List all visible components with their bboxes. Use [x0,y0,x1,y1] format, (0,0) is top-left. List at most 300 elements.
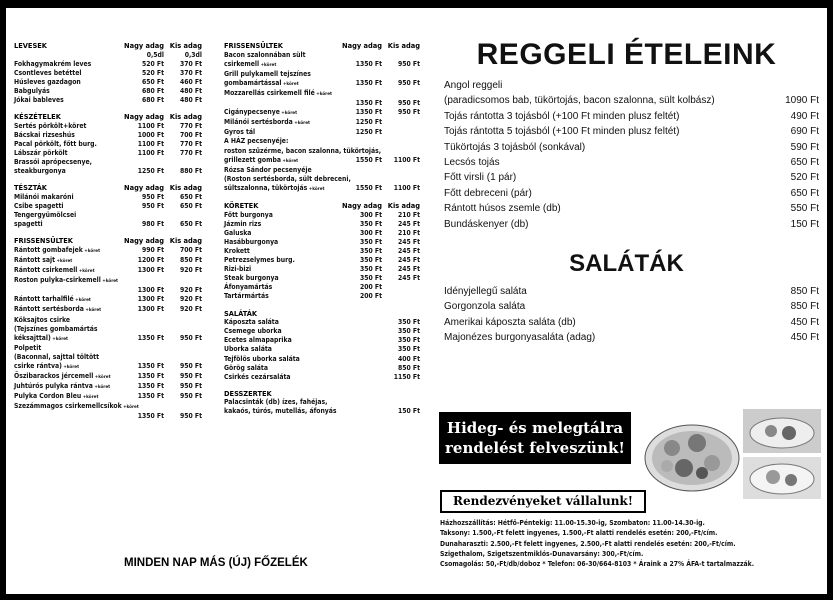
large-portion-price: 1350 Ft [355,78,382,87]
menu-item [14,87,202,96]
menu-section [224,41,420,194]
menu-item-name: sültszalonna, tükörtojás +köret [224,183,325,192]
large-portion-price: 350 Ft [360,237,382,246]
menu-item [14,69,202,78]
large-portion-price [332,336,382,345]
menu-item-name: Bacon szalonnában sült [224,50,306,59]
events-banner: Rendezvényeket vállalunk! [440,490,646,513]
section-gap [224,194,420,201]
menu-item [14,220,202,229]
food-photo-icon [743,457,821,499]
small-portion-price: 950 Ft [398,99,420,108]
menu-item-name: Babgulyás [14,86,50,95]
menu-column-middle [224,41,420,417]
small-portion-size: 0,3dl [184,50,202,59]
menu-item-name: Krokett [224,246,250,255]
large-portion-price: 990 Ft [142,245,164,254]
side-dish-note: +köret [77,269,95,275]
small-portion-price: 245 Ft [398,246,420,255]
menu-section [224,382,420,417]
menu-item [224,220,420,229]
menu-item-name: Jókai bableves [14,96,64,105]
large-portion-price [381,147,403,156]
menu-item-name: Tojás rántotta 3 tojásból (+100 Ft minden plusz feltét) [444,110,680,122]
large-portion-price: 950 Ft [142,192,164,201]
menu-item-name: Tartármártás [224,292,269,301]
menu-item [434,217,819,232]
menu-item [434,201,819,216]
small-portion-price: 770 Ft [180,139,202,148]
menu-item [224,373,420,382]
menu-item-name: Rántott húsos zsemle (db) [444,203,561,215]
menu-item [14,140,202,149]
small-portion-price: 210 Ft [398,210,420,219]
small-portion-price [164,158,202,167]
salads-title: SALÁTÁK [569,250,684,278]
menu-item [224,70,420,79]
large-portion-price: 1000 Ft [137,130,164,139]
menu-item-name: Főtt burgonya [224,210,273,219]
menu-item-name: Húsleves gazdagon [14,77,81,86]
menu-section [14,105,202,176]
large-portion-header [332,389,382,399]
section-header [14,112,202,122]
menu-item-name: Csontleves betéttel [14,68,82,77]
menu-item-name: Köksajtos csirke [14,315,71,324]
menu-item-name: Főtt virsli (1 pár) [444,172,517,184]
large-portion-price: 1100 Ft [137,139,164,148]
small-portion-price: 850 Ft [180,255,202,264]
menu-item-name: steakburgonya [14,167,66,176]
delivery-line: Csomagolás: 50,-Ft/db/doboz * Telefon: 06-30/664-8103 * Áraink a 27% ÁFA-t tartalmazzák. [440,560,755,569]
menu-column-left [14,41,202,422]
menu-item [224,327,420,336]
menu-item-name: Amerikai káposzta saláta (db) [444,316,576,328]
menu-item-name: Bundáskenyer (db) [444,218,529,230]
menu-item [434,315,819,330]
menu-item-name: Fokhagymakrém leves [14,59,92,68]
large-portion-price [332,345,382,354]
section-title: FRISSENSÜLTEK [224,41,283,50]
large-portion-header: Nagy adag [124,112,164,122]
breakfast-title: REGGELI ÉTELEINK [476,38,777,71]
large-portion-price: 1300 Ft [137,266,164,275]
menu-item [224,156,420,166]
menu-item [224,137,420,146]
side-dish-note: +köret [280,158,299,164]
small-portion-price: 1100 Ft [393,183,420,192]
menu-item-name: csirkemell +köret [224,59,277,68]
menu-item [224,247,420,256]
small-portion-price: 350 Ft [398,345,420,354]
menu-item-name: Gorgonzola saláta [444,301,526,313]
menu-item [14,246,202,256]
section-header [14,183,202,193]
large-portion-price [337,407,384,416]
section-title: SALÁTÁK [224,308,258,318]
menu-item [14,372,202,382]
menu-item [224,147,420,156]
menu-section [224,302,420,382]
large-portion-header: Nagy adag [124,41,164,50]
menu-section [14,229,202,421]
menu-item-name: (Roston sertésborda, sült debreceni, [224,174,351,183]
menu-item-name: Lecsós tojás [444,157,500,169]
large-portion-price: 350 Ft [360,246,382,255]
menu-item [14,334,202,344]
side-dish-note: +köret [83,308,102,314]
menu-item-name: (Tejszínes gombamártás [14,324,98,333]
spacer [14,51,114,60]
small-portion-price: 350 Ft [398,318,420,327]
large-portion-price [118,276,166,286]
side-dish-note: +köret [55,258,73,264]
large-portion-price [332,398,382,407]
menu-column-right [434,8,819,346]
menu-item-name: kéksajttal) +köret [14,333,69,342]
menu-page [6,8,827,594]
section-title: KÉSZÉTELEK [14,112,61,122]
large-portion-price [332,89,382,99]
menu-item-price: 850 Ft [790,286,819,298]
menu-item [14,122,202,131]
menu-item [224,318,420,327]
menu-item [434,284,819,299]
menu-item [434,140,819,155]
small-portion-price: 350 Ft [398,327,420,336]
menu-item-name: Pulyka Cordon Bleu +köret [14,392,99,401]
menu-item [224,364,420,373]
delivery-info [440,518,825,569]
large-portion-price: 520 Ft [142,68,164,77]
small-portion-price: 460 Ft [180,77,202,86]
delivery-line: Dunaharaszti: 2.500,-Ft felett ingyenes, 2.500,-Ft alatti rendelés esetén: 200,-Ft/cím. [440,539,736,548]
small-portion-price: 245 Ft [398,237,420,246]
small-portion-price: 480 Ft [180,86,202,95]
section-gap [224,382,420,389]
menu-item [14,382,202,392]
small-portion-price: 770 Ft [180,149,202,158]
large-portion-price [114,344,164,353]
small-portion-price [382,128,420,137]
small-portion-price [403,147,420,156]
menu-item [224,265,420,274]
small-portion-price: 950 Ft [180,412,202,421]
side-dish-note: +köret [93,375,111,381]
small-portion-price: 1150 Ft [393,372,420,381]
large-portion-price: 1350 Ft [355,99,382,108]
menu-section [14,176,202,229]
menu-item [224,256,420,265]
side-dish-note: +köret [314,91,332,97]
menu-item [434,155,819,170]
menu-item [224,175,420,184]
small-portion-price: 245 Ft [398,219,420,228]
menu-item [224,229,420,238]
large-portion-price: 1350 Ft [355,59,382,68]
menu-item [14,402,202,412]
menu-item [224,274,420,283]
small-portion-header [382,309,420,319]
large-portion-price: 650 Ft [142,77,164,86]
menu-item-name: Tengergyümölcsei [14,211,77,220]
promo-line1: Hideg- és melegtálra [446,419,624,437]
side-dish-note: +köret [292,121,310,127]
small-portion-price: 370 Ft [180,59,202,68]
large-portion-price: 200 Ft [360,292,382,301]
section-gap [14,229,202,236]
section-title: LEVESEK [14,41,47,50]
menu-item-name: Rántott tarhalfilé +köret [14,295,91,304]
menu-item-name [14,286,114,295]
large-portion-price [139,402,175,412]
menu-item-name: Áfonyamártás [224,283,273,292]
large-portion-header: Nagy adag [342,201,382,210]
menu-item-name: Majonézes burgonyasaláta (adag) [444,332,596,344]
platter-order-banner [439,412,631,464]
menu-item-price: 490 Ft [790,110,819,122]
menu-item [224,345,420,354]
large-portion-price [114,316,164,325]
side-dish-note: +köret [61,365,80,370]
menu-item-name: Roston pulyka-csirkemell +köret [14,276,119,285]
small-portion-header: Kis adag [169,183,202,193]
menu-item-name: Brassói aprópecsenye, [14,158,92,167]
large-portion-price [114,353,164,362]
menu-item-name: roston szűzérme, bacon szalonna, tükörtojás, [224,146,382,155]
section-title: DESSZERTEK [224,388,272,398]
large-portion-price: 1550 Ft [355,183,382,192]
small-portion-price [164,211,202,220]
delivery-line: Házhozszállítás: Hétfő-Péntekig: 11.00-15.30-ig, Szombaton: 11.00-14.30-ig. [440,519,705,527]
large-portion-header: Nagy adag [342,41,382,50]
small-portion-price: 950 Ft [398,108,420,117]
side-dish-note: +köret [281,81,299,87]
delivery-line: Taksony: 1.500,-Ft felett ingyenes, 1.500,-Ft alatti rendelés esetén: 200,-Ft/cím. [440,529,718,538]
menu-item [14,344,202,353]
large-portion-price: 300 Ft [360,228,382,237]
menu-item [224,79,420,89]
menu-item-name: Káposzta saláta [224,318,279,327]
section-gap [14,105,202,112]
side-dish-note: +köret [100,279,119,285]
menu-item-name [224,99,332,108]
section-title: TÉSZTÁK [14,183,47,193]
menu-item-name: Idényjellegű saláta [444,286,527,298]
side-dish-note: +köret [82,248,101,254]
menu-item-name: Pacal pörkölt, főtt burg. [14,139,97,148]
section-header [14,41,202,51]
menu-item [224,336,420,345]
section-header [224,309,420,319]
small-portion-header: Kis adag [169,41,202,50]
large-portion-price [332,137,382,146]
large-portion-price: 1350 Ft [137,362,164,370]
small-portion-price: 920 Ft [180,286,202,295]
section-title: FRISSENSÜLTEK [14,236,73,246]
small-portion-price: 920 Ft [180,266,202,275]
small-portion-price [382,89,420,99]
menu-item-name: Ecetes almapaprika [224,336,292,345]
menu-item-price: 450 Ft [790,316,819,328]
menu-section [14,41,202,105]
large-portion-price [351,175,390,184]
menu-item-name: (Baconnal, sajttal töltött [14,352,100,361]
menu-item [434,109,819,124]
menu-item-name: Gyros tál [224,128,256,137]
small-portion-price [382,137,420,146]
small-portion-price: 950 Ft [398,78,420,87]
small-portion-price: 950 Ft [180,382,202,391]
menu-item-name: csirke rántva) +köret [14,362,80,370]
menu-item-name: Hasábburgonya [224,237,279,246]
menu-item-name: Csibe spagetti [14,202,64,210]
large-portion-price: 1100 Ft [137,121,164,130]
menu-item [434,170,819,185]
menu-item-price: 690 Ft [790,126,819,138]
menu-item-name: Steak burgonya [224,274,279,283]
menu-item [224,51,420,60]
large-portion-price [114,325,164,334]
small-portion-price: 770 Ft [180,121,202,130]
large-portion-price [332,373,382,382]
menu-item [14,316,202,325]
small-portion-header: Kis adag [169,236,202,246]
menu-item-name: Polpetit [14,343,42,352]
menu-item-price: 150 Ft [790,218,819,230]
menu-item-name: Palacsinták (db) ízes, fahéjas, [224,398,328,407]
menu-item-name: Grill pulykamell tejszínes [224,69,311,78]
promo-line2: rendelést felveszünk! [445,439,625,457]
side-dish-note: +köret [81,395,99,401]
large-portion-price [332,51,382,60]
menu-item-name: grillezett gomba +köret [224,155,299,164]
small-portion-price [164,344,202,353]
menu-item-name: gombamártással +köret [224,78,299,87]
small-portion-price [164,325,202,334]
small-portion-price [382,398,420,407]
menu-item [14,295,202,305]
menu-item-name: spagetti [14,220,43,229]
side-dish-note: +köret [92,385,111,391]
menu-item-name: Lábszár pörkölt [14,149,68,158]
large-portion-price [114,158,164,167]
large-portion-price [114,211,164,220]
large-portion-price: 1300 Ft [137,305,164,314]
large-portion-price: 950 Ft [142,202,164,210]
menu-item [14,412,202,421]
salads-list [434,284,819,346]
menu-item [14,131,202,140]
menu-item-price: 1090 Ft [785,95,819,107]
section-gap [224,302,420,309]
menu-item [14,266,202,276]
menu-item [14,362,202,372]
small-portion-price: 850 Ft [398,363,420,372]
large-portion-price: 200 Ft [360,283,382,292]
section-title: KÖRETEK [224,201,259,210]
menu-item-name: Milánói makaróni [14,192,74,201]
menu-item [224,283,420,292]
small-portion-price: 650 Ft [180,202,202,210]
small-portion-header: Kis adag [169,112,202,122]
small-portion-price: 245 Ft [398,265,420,274]
small-portion-price [175,402,202,412]
small-portion-price: 950 Ft [180,372,202,381]
menu-item-name: Uborka saláta [224,345,272,354]
footer-slogan: MINDEN NAP MÁS (ÚJ) FŐZELÉK [124,557,308,569]
large-portion-price: 1200 Ft [137,255,164,264]
large-portion-price [332,166,382,175]
small-portion-price: 920 Ft [180,305,202,314]
menu-item [224,211,420,220]
menu-item [434,186,819,201]
small-portion-price: 210 Ft [398,228,420,237]
menu-item-name: Sertés pörkölt+köret [14,121,87,130]
large-portion-price [332,364,382,373]
breakfast-list [434,78,819,232]
large-portion-price: 1100 Ft [137,149,164,158]
large-portion-price [332,318,382,327]
large-portion-header [332,309,382,319]
menu-item-name: Rántott sajt +köret [14,255,73,264]
delivery-line: Szigethalom, Szigetszentmiklós-Dunavarsány: 300,-Ft/cím. [440,549,644,558]
small-portion-header: Kis adag [387,201,420,210]
large-portion-price: 980 Ft [142,220,164,229]
portion-size-row [14,51,202,60]
side-dish-note: +köret [50,336,69,342]
menu-item-name: Angol reggeli [444,80,503,91]
large-portion-price: 1550 Ft [355,155,382,164]
small-portion-price: 650 Ft [180,220,202,229]
large-portion-price: 1350 Ft [137,372,164,381]
menu-item [224,89,420,99]
menu-item [14,202,202,211]
menu-item-price: 520 Ft [790,172,819,184]
large-portion-price [332,327,382,336]
small-portion-price: 950 Ft [180,362,202,370]
small-portion-price [382,118,420,128]
menu-item-name: Cigánypecsenye +köret [224,108,298,117]
menu-item [14,158,202,167]
menu-item [224,108,420,118]
menu-item [14,305,202,315]
menu-item [434,78,819,93]
menu-item [224,355,420,364]
menu-item-name: Jázmin rizs [224,219,262,228]
side-dish-note: +köret [259,62,277,68]
small-portion-price: 880 Ft [180,167,202,176]
side-dish-note: +köret [121,405,139,411]
menu-item [14,353,202,362]
menu-item [224,166,420,175]
large-portion-price: 1350 Ft [137,412,164,421]
menu-item [14,392,202,402]
menu-item-price: 590 Ft [790,141,819,153]
menu-item-name: Szezámmagos csirkemellcsíkok +köret [14,402,139,411]
menu-item [224,398,420,407]
menu-item-name: Csirkés cezársaláta [224,372,291,381]
menu-item-name: Rózsa Sándor pecsenyéje [224,165,312,174]
menu-item [224,238,420,247]
large-portion-price: 1350 Ft [355,108,382,117]
menu-item-name: Rántott gombafejek +köret [14,245,101,254]
large-portion-price: 300 Ft [360,210,382,219]
menu-item-name [14,412,114,421]
small-portion-price: 920 Ft [180,295,202,304]
menu-item-name: Rántott sertésborda +köret [14,305,102,314]
small-portion-price: 700 Ft [180,245,202,254]
